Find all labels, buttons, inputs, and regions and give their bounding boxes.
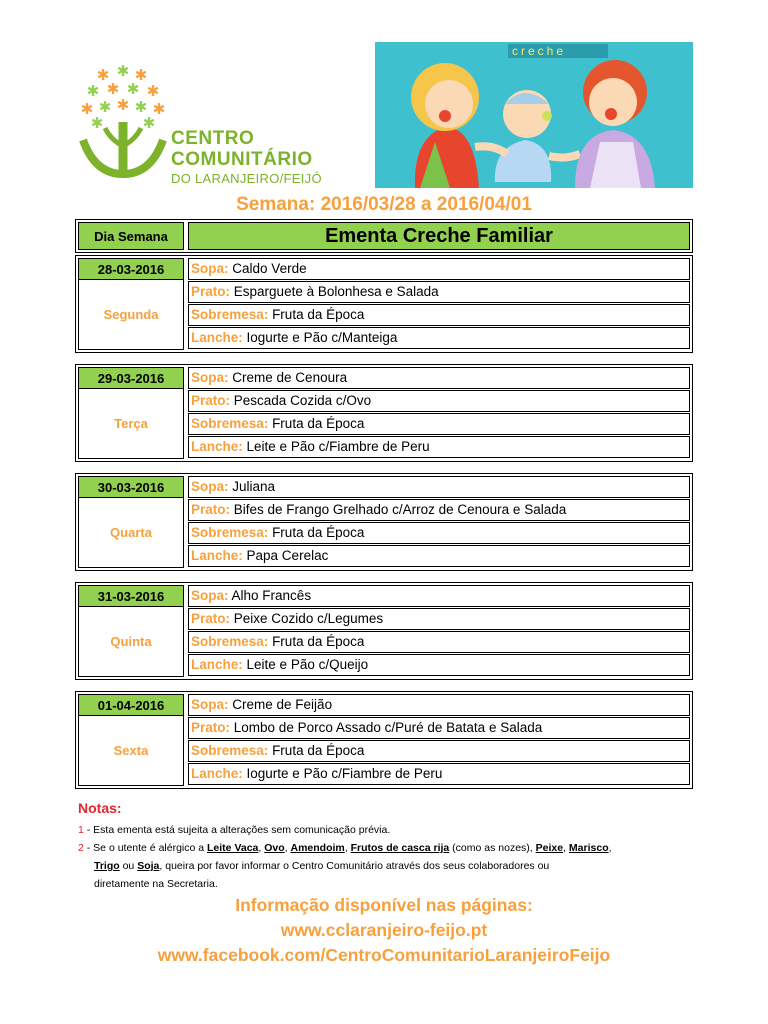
menu-row-lanche xyxy=(188,654,690,676)
label-sopa: Sopa: xyxy=(191,479,229,494)
day-date: 29-03-2016 xyxy=(78,367,184,389)
label-sopa: Sopa: xyxy=(191,261,229,276)
svg-text:✱: ✱ xyxy=(96,66,110,84)
value-sopa: Creme de Feijão xyxy=(232,697,333,712)
day-name: Sexta xyxy=(78,716,184,786)
value-lanche: Leite e Pão c/Queijo xyxy=(246,657,369,672)
allergen-marisco: Marisco xyxy=(568,842,609,854)
value-prato: Pescada Cozida c/Ovo xyxy=(233,393,372,408)
allergen-soja: Soja xyxy=(137,860,160,872)
table-header xyxy=(75,219,693,253)
menu-row-sopa xyxy=(188,476,690,498)
svg-text:✱: ✱ xyxy=(146,82,160,100)
value-lanche: Leite e Pão c/Fiambre de Peru xyxy=(246,439,430,454)
value-sobremesa: Fruta da Época xyxy=(272,307,365,322)
day-name: Segunda xyxy=(78,280,184,350)
svg-text:✱: ✱ xyxy=(142,114,156,132)
note-2-ou: ou xyxy=(122,860,135,872)
label-prato: Prato: xyxy=(191,284,231,299)
label-sopa: Sopa: xyxy=(191,588,229,603)
note-2-aside: (como as nozes), xyxy=(452,842,533,854)
info-footer xyxy=(0,893,768,968)
logo-line-1: CENTRO xyxy=(171,128,255,149)
svg-text:✱: ✱ xyxy=(98,98,112,116)
label-sopa: Sopa: xyxy=(191,370,229,385)
day-name: Quinta xyxy=(78,607,184,677)
label-sobremesa: Sobremesa: xyxy=(191,634,269,649)
menu-title: Ementa Creche Familiar xyxy=(188,222,690,250)
label-lanche: Lanche: xyxy=(191,439,243,454)
allergen-trigo: Trigo xyxy=(94,860,120,872)
menu-row-prato xyxy=(188,390,690,412)
day-date: 01-04-2016 xyxy=(78,694,184,716)
note-2-continue: , queira por favor informar o Centro Comunitário através dos seus colaboradores ou xyxy=(159,860,550,872)
menu-row-sopa xyxy=(188,694,690,716)
value-prato: Peixe Cozido c/Legumes xyxy=(233,611,384,626)
menu-row-sobremesa xyxy=(188,631,690,653)
allergen-frutos: Frutos de casca rija xyxy=(350,842,450,854)
value-lanche: Iogurte e Pão c/Fiambre de Peru xyxy=(246,766,443,781)
family-illustration-icon xyxy=(375,42,693,188)
logo xyxy=(75,62,335,192)
info-line: Informação disponível nas páginas: xyxy=(235,895,533,915)
svg-text:✱: ✱ xyxy=(126,80,140,98)
value-sobremesa: Fruta da Época xyxy=(272,634,365,649)
label-prato: Prato: xyxy=(191,393,231,408)
svg-text:✱: ✱ xyxy=(152,100,166,118)
menu-row-prato xyxy=(188,499,690,521)
notes-section xyxy=(78,800,698,893)
logo-text xyxy=(171,129,322,185)
menu-row-sopa xyxy=(188,258,690,280)
day-block-terca xyxy=(75,364,693,462)
note-1-number: 1 xyxy=(78,824,84,836)
label-sopa: Sopa: xyxy=(191,697,229,712)
note-2-number: 2 xyxy=(78,842,84,854)
label-sobremesa: Sobremesa: xyxy=(191,416,269,431)
banner-label: creche xyxy=(508,44,608,58)
col-day-header: Dia Semana xyxy=(78,222,184,250)
logo-line-3: DO LARANJEIRO/FEIJÓ xyxy=(171,171,322,186)
svg-text:✱: ✱ xyxy=(80,100,94,118)
website-link[interactable]: www.cclaranjeiro-feijo.pt xyxy=(280,920,488,940)
menu-row-lanche xyxy=(188,763,690,785)
note-2-end: diretamente na Secretaria. xyxy=(94,878,218,890)
day-name: Terça xyxy=(78,389,184,459)
svg-text:✱: ✱ xyxy=(90,114,104,132)
label-sobremesa: Sobremesa: xyxy=(191,743,269,758)
value-sobremesa: Fruta da Época xyxy=(272,525,365,540)
value-lanche: Iogurte e Pão c/Manteiga xyxy=(246,330,398,345)
value-prato: Lombo de Porco Assado c/Puré de Batata e Salada xyxy=(233,720,543,735)
label-sobremesa: Sobremesa: xyxy=(191,307,269,322)
label-lanche: Lanche: xyxy=(191,766,243,781)
menu-row-prato xyxy=(188,608,690,630)
allergen-peixe: Peixe xyxy=(535,842,564,854)
label-lanche: Lanche: xyxy=(191,657,243,672)
menu-row-sopa xyxy=(188,367,690,389)
menu-row-lanche xyxy=(188,436,690,458)
allergen-leite: Leite Vaca xyxy=(207,842,259,854)
day-date: 31-03-2016 xyxy=(78,585,184,607)
menu-row-prato xyxy=(188,281,690,303)
svg-text:✱: ✱ xyxy=(86,82,100,100)
day-block-segunda xyxy=(75,255,693,353)
allergen-amendoim: Amendoim xyxy=(290,842,345,854)
value-sobremesa: Fruta da Época xyxy=(272,416,365,431)
label-lanche: Lanche: xyxy=(191,330,243,345)
menu-row-sobremesa xyxy=(188,740,690,762)
svg-text:✱: ✱ xyxy=(116,96,130,114)
note-1-text: - Esta ementa está sujeita a alterações sem comunicação prévia. xyxy=(86,824,391,836)
logo-line-2: COMUNITÁRIO xyxy=(171,149,313,170)
day-name: Quarta xyxy=(78,498,184,568)
day-date: 28-03-2016 xyxy=(78,258,184,280)
day-block-quarta xyxy=(75,473,693,571)
allergen-ovo: Ovo xyxy=(264,842,285,854)
day-block-quinta xyxy=(75,582,693,680)
value-lanche: Papa Cerelac xyxy=(246,548,329,563)
creche-banner xyxy=(375,42,693,188)
menu-row-sopa xyxy=(188,585,690,607)
facebook-link[interactable]: www.facebook.com/CentroComunitarioLaranjeiroFeijo xyxy=(157,945,611,965)
note-2: 2 - Se o utente é alérgico a Leite Vaca, Ovo, Amendoim, Frutos de casca rija (como as nozes), Peixe, Marisco, Trigo ou Soja, queira por favor informar o Centro Comunitário através dos seus colaboradores ou diretamente na Secretaria. xyxy=(78,842,612,890)
label-prato: Prato: xyxy=(191,502,231,517)
label-prato: Prato: xyxy=(191,720,231,735)
menu-row-lanche xyxy=(188,545,690,567)
svg-text:✱: ✱ xyxy=(116,62,130,80)
value-sopa: Alho Francês xyxy=(231,588,312,603)
value-sopa: Juliana xyxy=(232,479,276,494)
menu-row-prato xyxy=(188,717,690,739)
note-1 xyxy=(78,821,698,839)
value-sopa: Caldo Verde xyxy=(232,261,307,276)
svg-text:✱: ✱ xyxy=(134,66,148,84)
day-block-sexta xyxy=(75,691,693,789)
menu-row-lanche xyxy=(188,327,690,349)
value-sopa: Creme de Cenoura xyxy=(232,370,348,385)
value-sobremesa: Fruta da Época xyxy=(272,743,365,758)
label-sobremesa: Sobremesa: xyxy=(191,525,269,540)
menu-row-sobremesa xyxy=(188,413,690,435)
svg-text:✱: ✱ xyxy=(134,98,148,116)
label-prato: Prato: xyxy=(191,611,231,626)
value-prato: Esparguete à Bolonhesa e Salada xyxy=(233,284,439,299)
day-date: 30-03-2016 xyxy=(78,476,184,498)
label-lanche: Lanche: xyxy=(191,548,243,563)
notes-title: Notas: xyxy=(78,800,122,816)
tree-logo-icon xyxy=(75,62,171,192)
menu-row-sobremesa xyxy=(188,304,690,326)
note-2-intro: - Se o utente é alérgico a xyxy=(86,842,205,854)
svg-text:✱: ✱ xyxy=(106,80,120,98)
week-title: Semana: 2016/03/28 a 2016/04/01 xyxy=(236,194,532,215)
menu-row-sobremesa xyxy=(188,522,690,544)
value-prato: Bifes de Frango Grelhado c/Arroz de Cenoura e Salada xyxy=(233,502,567,517)
